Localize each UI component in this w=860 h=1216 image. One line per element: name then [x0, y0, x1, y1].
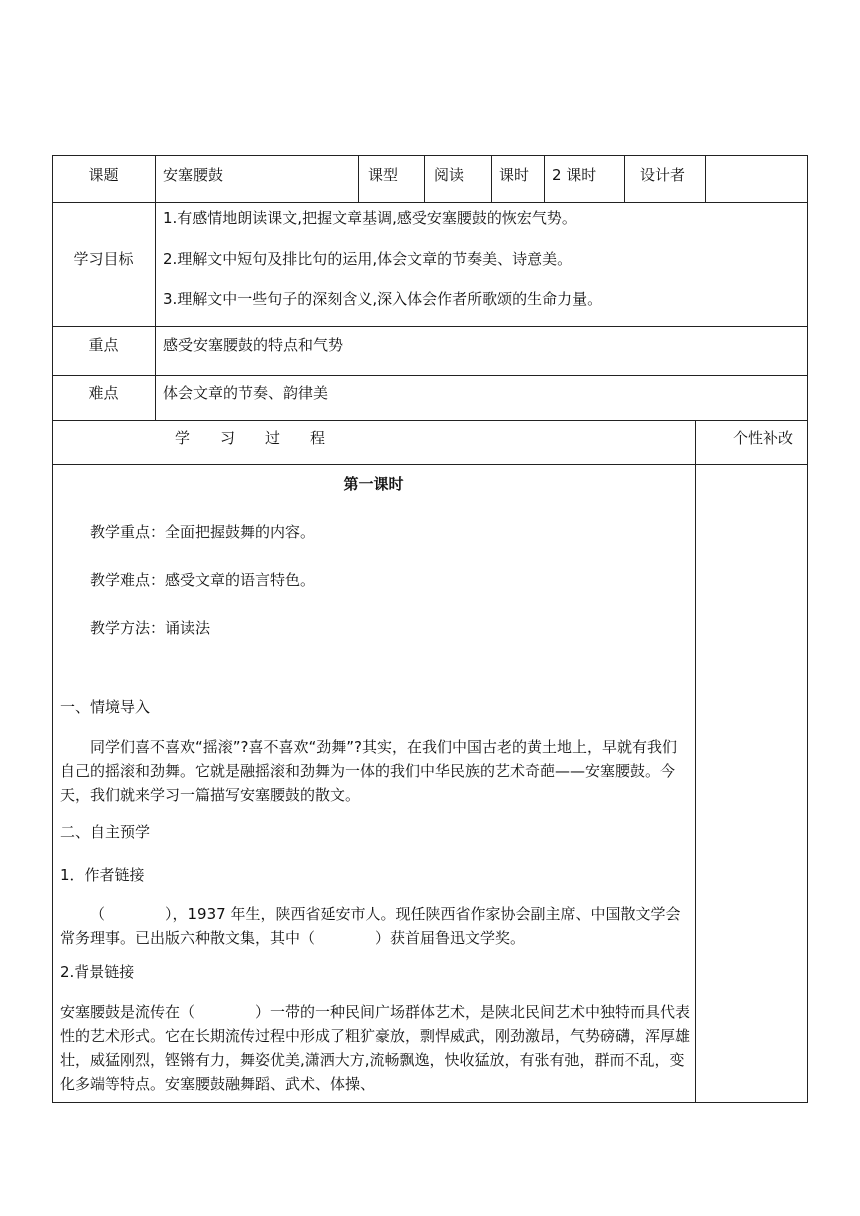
table-border-right [807, 155, 808, 1103]
row-divider [52, 326, 808, 327]
label-column-divider [155, 155, 156, 421]
hours-value: 2 课时 [552, 166, 597, 184]
section-paragraph: 同学们喜不喜欢“摇滚”?喜不喜欢“劲舞”?其实，在我们中国古老的黄土地上，早就有我们自己的摇滚和劲舞。它就是融摇滚和劲舞为一体的我们中华民族的艺术奇葩——安塞腰鼓。今天，我们就来学习一篇描写安塞腰鼓的散文。 [60, 738, 678, 804]
key-point-text: 感受安塞腰鼓的特点和气势 [163, 336, 344, 354]
topic-value: 安塞腰鼓 [163, 166, 224, 184]
goal-item: 3.理解文中一些句子的深刻含义,深入体会作者所歌颂的生命力量。 [163, 290, 603, 308]
header-divider [544, 155, 545, 203]
lesson-method: 教学方法：诵读法 [90, 619, 211, 637]
goal-item: 2.理解文中短句及排比句的运用,体会文章的节奏美、诗意美。 [163, 250, 573, 268]
designer-label: 设计者 [640, 166, 686, 184]
table-border-top [52, 155, 808, 156]
subsection-title: 1．作者链接 [60, 866, 145, 884]
header-divider [424, 155, 425, 203]
header-divider [624, 155, 625, 203]
hours-label: 课时 [499, 166, 530, 184]
subsection-paragraph: （ ），1937 年生，陕西省延安市人。现任陕西省作家协会副主席、中国散文学会常务理事。已出版六种散文集，其中（ ）获首届鲁迅文学奖。 [60, 905, 681, 947]
difficulty-text: 体会文章的节奏、韵律美 [163, 384, 329, 402]
goals-label: 学习目标 [73, 250, 134, 268]
subsection-title: 2.背景链接 [60, 963, 135, 981]
section-title: 二、自主预学 [60, 823, 151, 841]
table-border-left [52, 155, 53, 1103]
goal-item: 1.有感情地朗读课文,把握文章基调,感受安塞腰鼓的恢宏气势。 [163, 209, 577, 227]
row-divider [52, 375, 808, 376]
lesson-difficulty: 教学难点：感受文章的语言特色。 [90, 571, 316, 589]
process-side-label: 个性补改 [733, 429, 794, 447]
lesson-title: 第一课时 [343, 475, 404, 493]
header-divider [491, 155, 492, 203]
key-point-label: 重点 [88, 336, 119, 354]
process-label: 学 习 过 程 [175, 429, 326, 447]
header-divider [705, 155, 706, 203]
section-title: 一、情境导入 [60, 698, 151, 716]
subsection-paragraph: 安塞腰鼓是流传在（ ）一带的一种民间广场群体艺术，是陕北民间艺术中独特而具代表性的艺术形式。它在长期流传过程中形成了粗犷豪放，剽悍威武，刚劲激昂，气势磅礴，浑厚雄壮，威猛刚烈，铿锵有力，舞姿优美,潇洒大方,流畅飘逸，快收猛放，有张有弛，群而不乱，变化多端等特点。安塞腰鼓融舞蹈、武术、体操、 [60, 1003, 690, 1093]
header-divider [358, 155, 359, 203]
side-column-divider [695, 420, 696, 1103]
row-divider [52, 202, 808, 203]
lesson-focus: 教学重点：全面把握鼓舞的内容。 [90, 523, 316, 541]
difficulty-label: 难点 [88, 384, 119, 402]
lesson-type-label: 课型 [368, 166, 399, 184]
topic-label: 课题 [88, 166, 119, 184]
lesson-type-value: 阅读 [434, 166, 465, 184]
